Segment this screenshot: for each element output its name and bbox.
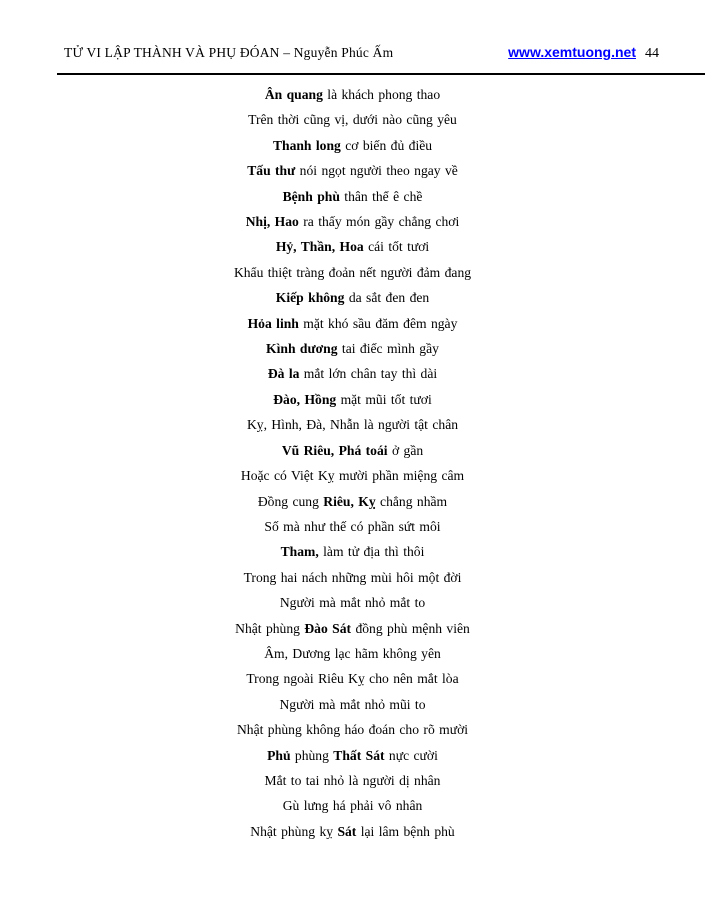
verse-line <box>0 793 705 818</box>
star-name: Vũ Riêu, Phá toái <box>281 442 388 458</box>
verse-text: Trong hai nách những mùi hôi một đời <box>243 569 462 585</box>
verse-text: tai điếc mình gầy <box>337 341 439 357</box>
verse-line <box>0 234 705 259</box>
star-name: Nhị, Hao <box>245 214 299 230</box>
verse-text: làm tử địa thì thôi <box>318 544 425 560</box>
verse <box>0 82 705 844</box>
verse-text: nói ngọt người theo ngay về <box>295 163 458 179</box>
verse-line <box>0 209 705 234</box>
verse-text: Nhật phùng không háo đoán cho rõ mười <box>236 722 469 738</box>
verse-line <box>0 819 705 844</box>
verse-line <box>0 590 705 615</box>
star-name: Đào Sát <box>304 620 352 636</box>
verse-text: lại lâm bệnh phù <box>356 823 455 839</box>
star-name: Đào, Hồng <box>273 391 337 407</box>
verse-text: mắt lớn chân tay thì dài <box>299 366 438 382</box>
star-name: Phủ <box>267 747 291 763</box>
verse-line <box>0 666 705 691</box>
verse-text: Nhật phùng <box>235 620 305 636</box>
verse-line <box>0 311 705 336</box>
verse-text: ra thấy món gầy chẳng chơi <box>298 214 460 230</box>
website-link[interactable]: www.xemtuong.net <box>508 44 636 60</box>
verse-line <box>0 489 705 514</box>
verse-text: Kỵ, Hình, Đà, Nhẫn là người tật chân <box>246 417 459 433</box>
page-number: 44 <box>645 46 659 61</box>
verse-text: là khách phong thao <box>322 87 441 102</box>
verse-line <box>0 285 705 310</box>
verse-text: thân thể ê chề <box>339 188 423 204</box>
verse-line <box>0 260 705 285</box>
star-name: Hỷ, Thần, Hoa <box>275 239 364 255</box>
verse-line <box>0 616 705 641</box>
verse-text: mặt khó sầu đăm đêm ngày <box>298 315 458 331</box>
star-name: Riêu, Kỵ <box>323 493 376 509</box>
verse-line <box>0 336 705 361</box>
verse-text: cơ biến đủ điều <box>340 137 433 153</box>
verse-text: Số mà như thế có phần sứt môi <box>264 518 441 534</box>
verse-text: Người mà mắt nhỏ mắt to <box>279 595 426 611</box>
verse-text: cái tốt tươi <box>363 239 430 255</box>
verse-line <box>0 641 705 666</box>
verse-line <box>0 514 705 539</box>
verse-line <box>0 692 705 717</box>
star-name: Thanh long <box>272 137 341 153</box>
verse-text: Người mà mắt nhỏ mũi to <box>279 696 426 712</box>
star-name: Sát <box>337 823 357 839</box>
verse-text: đồng phù mệnh viên <box>351 620 470 636</box>
page-header <box>0 0 705 62</box>
verse-text: ở gần <box>387 442 424 458</box>
star-name: Hỏa linh <box>247 315 299 331</box>
verse-line <box>0 82 705 107</box>
verse-line <box>0 717 705 742</box>
verse-text: da sắt đen đen <box>344 290 430 306</box>
verse-line <box>0 539 705 564</box>
verse-text: Mắt to tai nhỏ là người dị nhân <box>264 772 441 788</box>
verse-line <box>0 768 705 793</box>
star-name: Tấu thư <box>247 163 296 179</box>
verse-line <box>0 463 705 488</box>
verse-text: Hoặc có Việt Kỵ mười phần miệng câm <box>240 468 465 484</box>
verse-line <box>0 438 705 463</box>
verse-text: Gù lưng há phải vô nhân <box>282 798 423 814</box>
verse-text: Đồng cung <box>257 493 324 509</box>
star-name: Đà la <box>267 366 300 382</box>
verse-text: Âm, Dương lạc hãm không yên <box>264 645 441 661</box>
verse-line <box>0 158 705 183</box>
verse-line <box>0 107 705 132</box>
star-name: Kình dương <box>266 341 338 357</box>
verse-line <box>0 565 705 590</box>
verse-text: Trong ngoài Riêu Kỵ cho nên mắt lòa <box>246 671 459 687</box>
verse-line <box>0 361 705 386</box>
verse-text: mặt mũi tốt tươi <box>336 391 432 407</box>
verse-text: Khẩu thiệt tràng đoản nết người đảm đang <box>233 264 472 280</box>
verse-line <box>0 387 705 412</box>
header-rule <box>57 73 705 75</box>
star-name: Thất Sát <box>333 747 385 763</box>
verse-text: phùng <box>290 747 334 763</box>
star-name: Ân quang <box>264 87 323 102</box>
star-name: Kiếp không <box>275 290 345 306</box>
verse-line <box>0 133 705 158</box>
verse-text: Nhật phùng kỵ <box>250 823 338 839</box>
star-name: Bệnh phù <box>282 188 340 204</box>
verse-line <box>0 184 705 209</box>
star-name: Tham, <box>280 544 319 560</box>
header-right <box>508 44 659 62</box>
verse-text: Trên thời cũng vị, dưới nào cũng yêu <box>248 112 457 128</box>
verse-text: chẳng nhầm <box>375 493 448 509</box>
verse-line <box>0 412 705 437</box>
verse-line <box>0 743 705 768</box>
verse-text: nực cười <box>384 747 438 763</box>
header-title: TỬ VI LẬP THÀNH VÀ PHỤ ĐÓAN – Nguyễn Phúc Ấm <box>64 45 394 60</box>
